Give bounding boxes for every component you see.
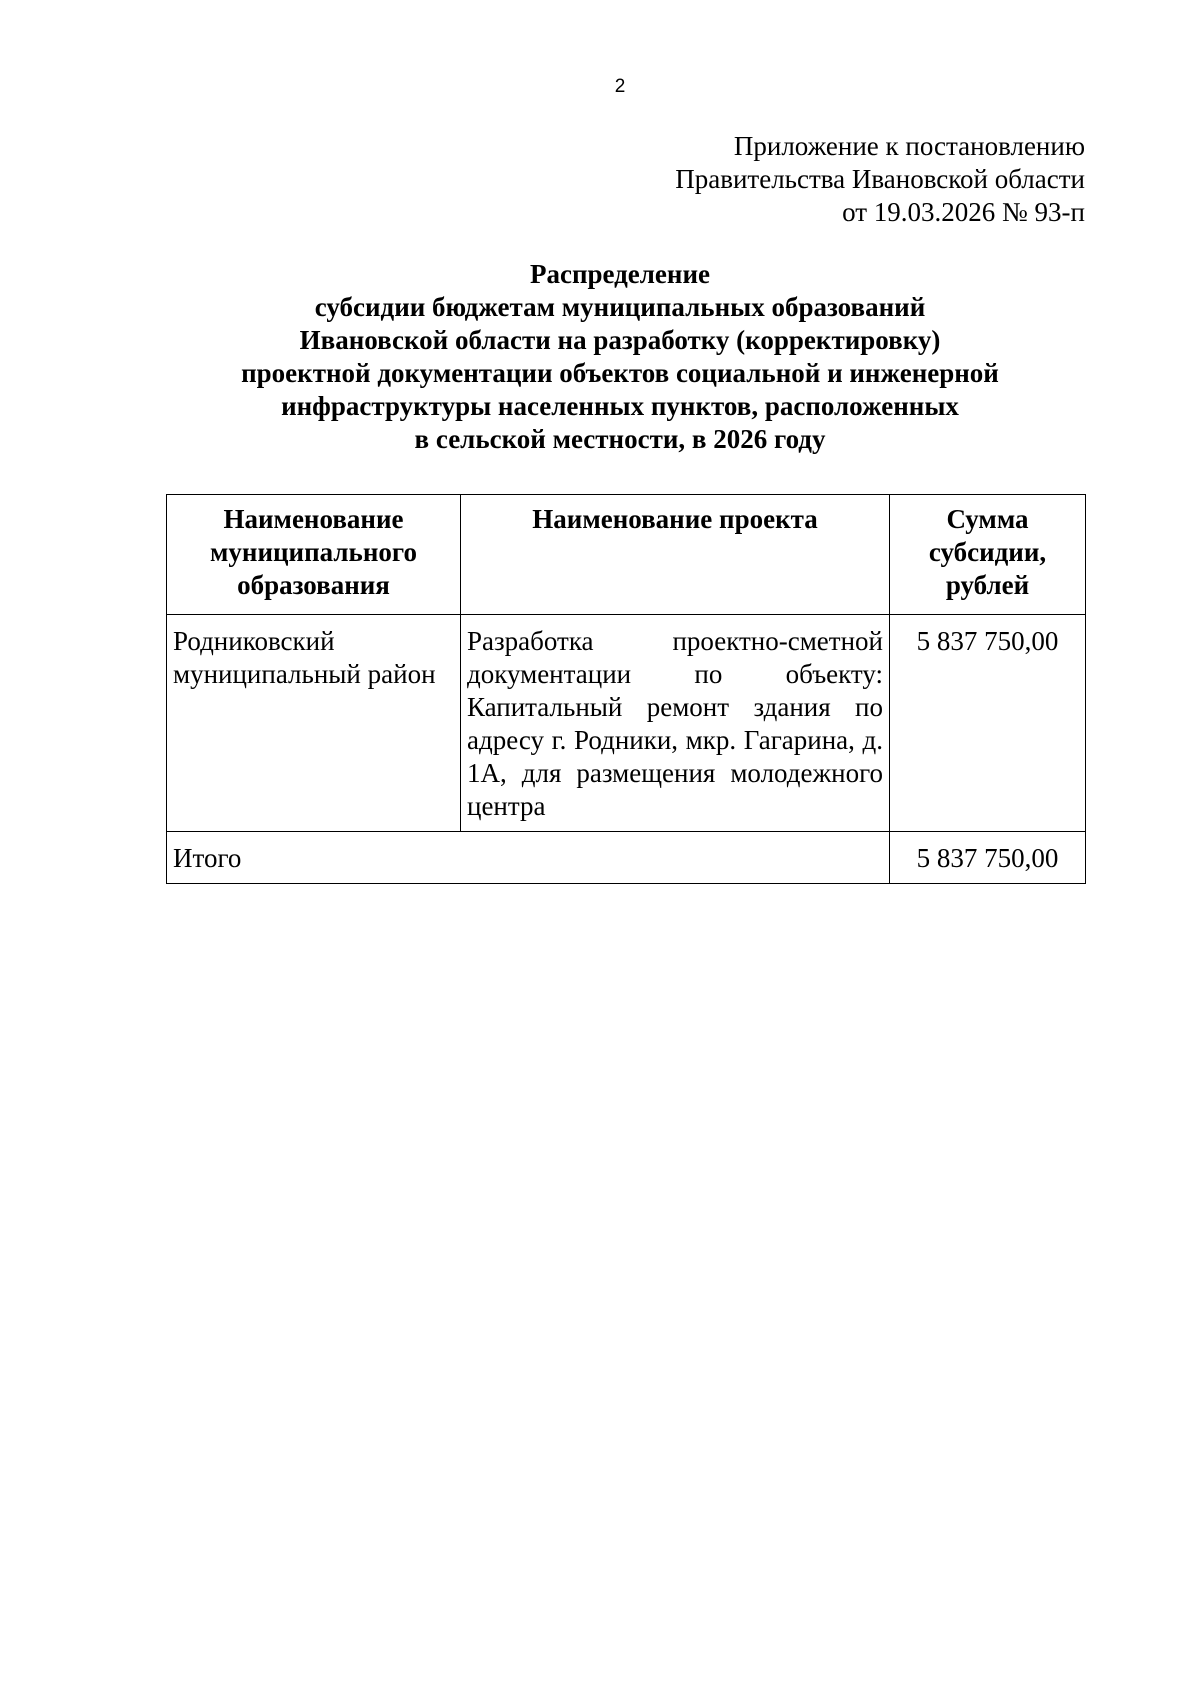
table-row bbox=[167, 615, 1086, 832]
cell-amount: 5 837 750,00 bbox=[890, 615, 1086, 832]
title-line: проектной документации объектов социальной и инженерной bbox=[241, 358, 999, 388]
document-title bbox=[0, 258, 1200, 456]
cell-municipality: Родниковский муниципальный район bbox=[167, 615, 461, 832]
title-line: Распределение bbox=[529, 259, 711, 289]
header-amount: Сумма субсидии, рублей bbox=[890, 495, 1086, 615]
title-line: в сельской местности, в 2026 году bbox=[414, 424, 826, 454]
appendix-line: от 19.03.2026 № 93-п bbox=[842, 197, 1085, 227]
appendix-note bbox=[675, 130, 1085, 229]
total-label: Итого bbox=[167, 832, 890, 884]
title-line: субсидии бюджетам муниципальных образований bbox=[314, 292, 926, 322]
table-total-row bbox=[167, 832, 1086, 884]
page-number: 2 bbox=[614, 76, 626, 97]
appendix-line: Правительства Ивановской области bbox=[675, 164, 1085, 194]
distribution-table bbox=[166, 494, 1086, 884]
cell-project: Разработка проектно-сметной документации по объекту: Капитальный ремонт здания по адресу г. Родники, мкр. Гагарина, д. 1А, для размещения молодежного центра bbox=[461, 615, 890, 832]
appendix-line: Приложение к постановлению bbox=[733, 131, 1085, 161]
table-header-row bbox=[167, 495, 1086, 615]
title-line: Ивановской области на разработку (корректировку) bbox=[299, 325, 941, 355]
header-municipality: Наименование муниципального образования bbox=[167, 495, 461, 615]
total-amount: 5 837 750,00 bbox=[890, 832, 1086, 884]
title-line: инфраструктуры населенных пунктов, расположенных bbox=[281, 391, 959, 421]
header-project: Наименование проекта bbox=[461, 495, 890, 615]
